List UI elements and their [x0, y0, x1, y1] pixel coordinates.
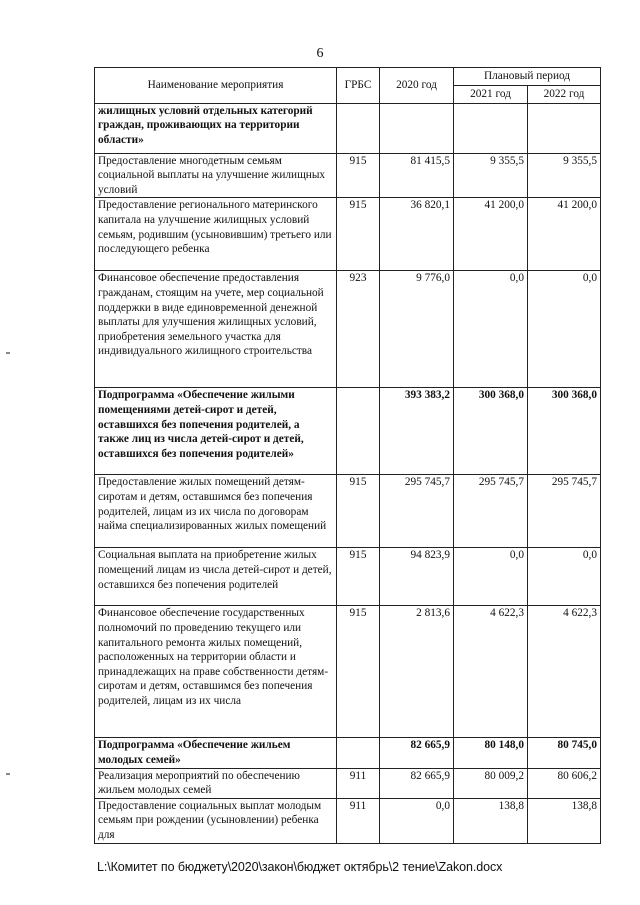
row-grbs — [337, 103, 380, 153]
row-value-2021: 9 355,5 — [454, 153, 528, 198]
budget-table — [94, 67, 601, 844]
row-grbs: 915 — [337, 606, 380, 738]
table-row — [95, 153, 601, 198]
row-value-2021: 80 148,0 — [454, 738, 528, 768]
row-value-2021: 295 745,7 — [454, 475, 528, 548]
row-grbs — [337, 388, 380, 475]
row-grbs: 915 — [337, 198, 380, 271]
margin-mark — [6, 773, 10, 775]
table-row — [95, 198, 601, 271]
table-row — [95, 103, 601, 153]
row-name: жилищных условий отдельных категорий граждан, проживающих на территории области» — [95, 103, 337, 153]
row-name: Финансовое обеспечение предоставления гражданам, стоящим на учете, мер социальной поддержки в виде единовременной денежной выплаты для улучшения жилищных условий, приобретения земельного участка для индивидуального жилищного строительства — [95, 271, 337, 388]
row-grbs: 915 — [337, 548, 380, 606]
file-path-footer: L:\Комитет по бюджету\2020\закон\бюджет октябрь\2 тение\Zakon.docx — [97, 860, 503, 874]
row-grbs: 915 — [337, 475, 380, 548]
header-2020: 2020 год — [380, 68, 454, 104]
row-value-2022: 41 200,0 — [528, 198, 601, 271]
row-value-2021: 300 368,0 — [454, 388, 528, 475]
row-value-2022: 9 355,5 — [528, 153, 601, 198]
row-value-2020: 36 820,1 — [380, 198, 454, 271]
row-value-2021: 0,0 — [454, 271, 528, 388]
table-row — [95, 798, 601, 843]
row-name: Социальная выплата на приобретение жилых помещений лицам из числа детей-сирот и детей, оставшихся без попечения родителей — [95, 548, 337, 606]
row-value-2020: 82 665,9 — [380, 768, 454, 798]
row-name: Подпрограмма «Обеспечение жильем молодых семей» — [95, 738, 337, 768]
row-name: Подпрограмма «Обеспечение жилыми помещениями детей-сирот и детей, оставшихся без попечения родителей, а также лиц из числа детей-сирот и детей, оставшихся без попечения родителей» — [95, 388, 337, 475]
row-name: Предоставление социальных выплат молодым семьям при рождении (усыновлении) ребенка для — [95, 798, 337, 843]
table-row — [95, 548, 601, 606]
row-value-2021: 138,8 — [454, 798, 528, 843]
page-number: 6 — [316, 46, 324, 61]
row-value-2020: 2 813,6 — [380, 606, 454, 738]
row-name: Предоставление жилых помещений детям-сиротам и детям, оставшимся без попечения родителей, лицам из их числа по договорам найма специализированных жилых помещений — [95, 475, 337, 548]
row-value-2022: 80 745,0 — [528, 738, 601, 768]
row-value-2022: 80 606,2 — [528, 768, 601, 798]
row-value-2022: 0,0 — [528, 548, 601, 606]
row-name: Предоставление многодетным семьям социальной выплаты на улучшение жилищных условий — [95, 153, 337, 198]
row-value-2021: 41 200,0 — [454, 198, 528, 271]
row-value-2020: 81 415,5 — [380, 153, 454, 198]
row-grbs — [337, 738, 380, 768]
header-planning-period: Плановый период — [454, 68, 601, 86]
table-row — [95, 271, 601, 388]
row-name: Предоставление регионального материнского капитала на улучшение жилищных условий семьям, родившим (усыновившим) третьего или последующего ребенка — [95, 198, 337, 271]
row-value-2020: 295 745,7 — [380, 475, 454, 548]
row-value-2020: 9 776,0 — [380, 271, 454, 388]
row-value-2021 — [454, 103, 528, 153]
table-row — [95, 475, 601, 548]
row-grbs: 911 — [337, 768, 380, 798]
row-value-2020: 393 383,2 — [380, 388, 454, 475]
table-row — [95, 388, 601, 475]
row-value-2020 — [380, 103, 454, 153]
row-value-2021: 0,0 — [454, 548, 528, 606]
row-value-2020: 94 823,9 — [380, 548, 454, 606]
row-value-2022: 295 745,7 — [528, 475, 601, 548]
table-row — [95, 768, 601, 798]
row-grbs: 923 — [337, 271, 380, 388]
row-name: Реализация мероприятий по обеспечению жильем молодых семей — [95, 768, 337, 798]
row-value-2022: 138,8 — [528, 798, 601, 843]
row-value-2020: 82 665,9 — [380, 738, 454, 768]
header-2022: 2022 год — [528, 86, 601, 104]
row-grbs: 911 — [337, 798, 380, 843]
row-value-2022 — [528, 103, 601, 153]
header-grbs: ГРБС — [337, 68, 380, 104]
row-value-2020: 0,0 — [380, 798, 454, 843]
header-2021: 2021 год — [454, 86, 528, 104]
row-value-2022: 0,0 — [528, 271, 601, 388]
row-name: Финансовое обеспечение государственных полномочий по проведению текущего или капитального ремонта жилых помещений, расположенных на территории области и принадлежащих на праве собственности детям-сиротам и детям, оставшимся без попечения родителей, лицам из их числа — [95, 606, 337, 738]
row-value-2021: 4 622,3 — [454, 606, 528, 738]
table-row — [95, 606, 601, 738]
margin-mark — [6, 352, 10, 354]
row-value-2022: 300 368,0 — [528, 388, 601, 475]
row-value-2021: 80 009,2 — [454, 768, 528, 798]
row-grbs: 915 — [337, 153, 380, 198]
table-row — [95, 738, 601, 768]
row-value-2022: 4 622,3 — [528, 606, 601, 738]
header-name: Наименование мероприятия — [95, 68, 337, 104]
